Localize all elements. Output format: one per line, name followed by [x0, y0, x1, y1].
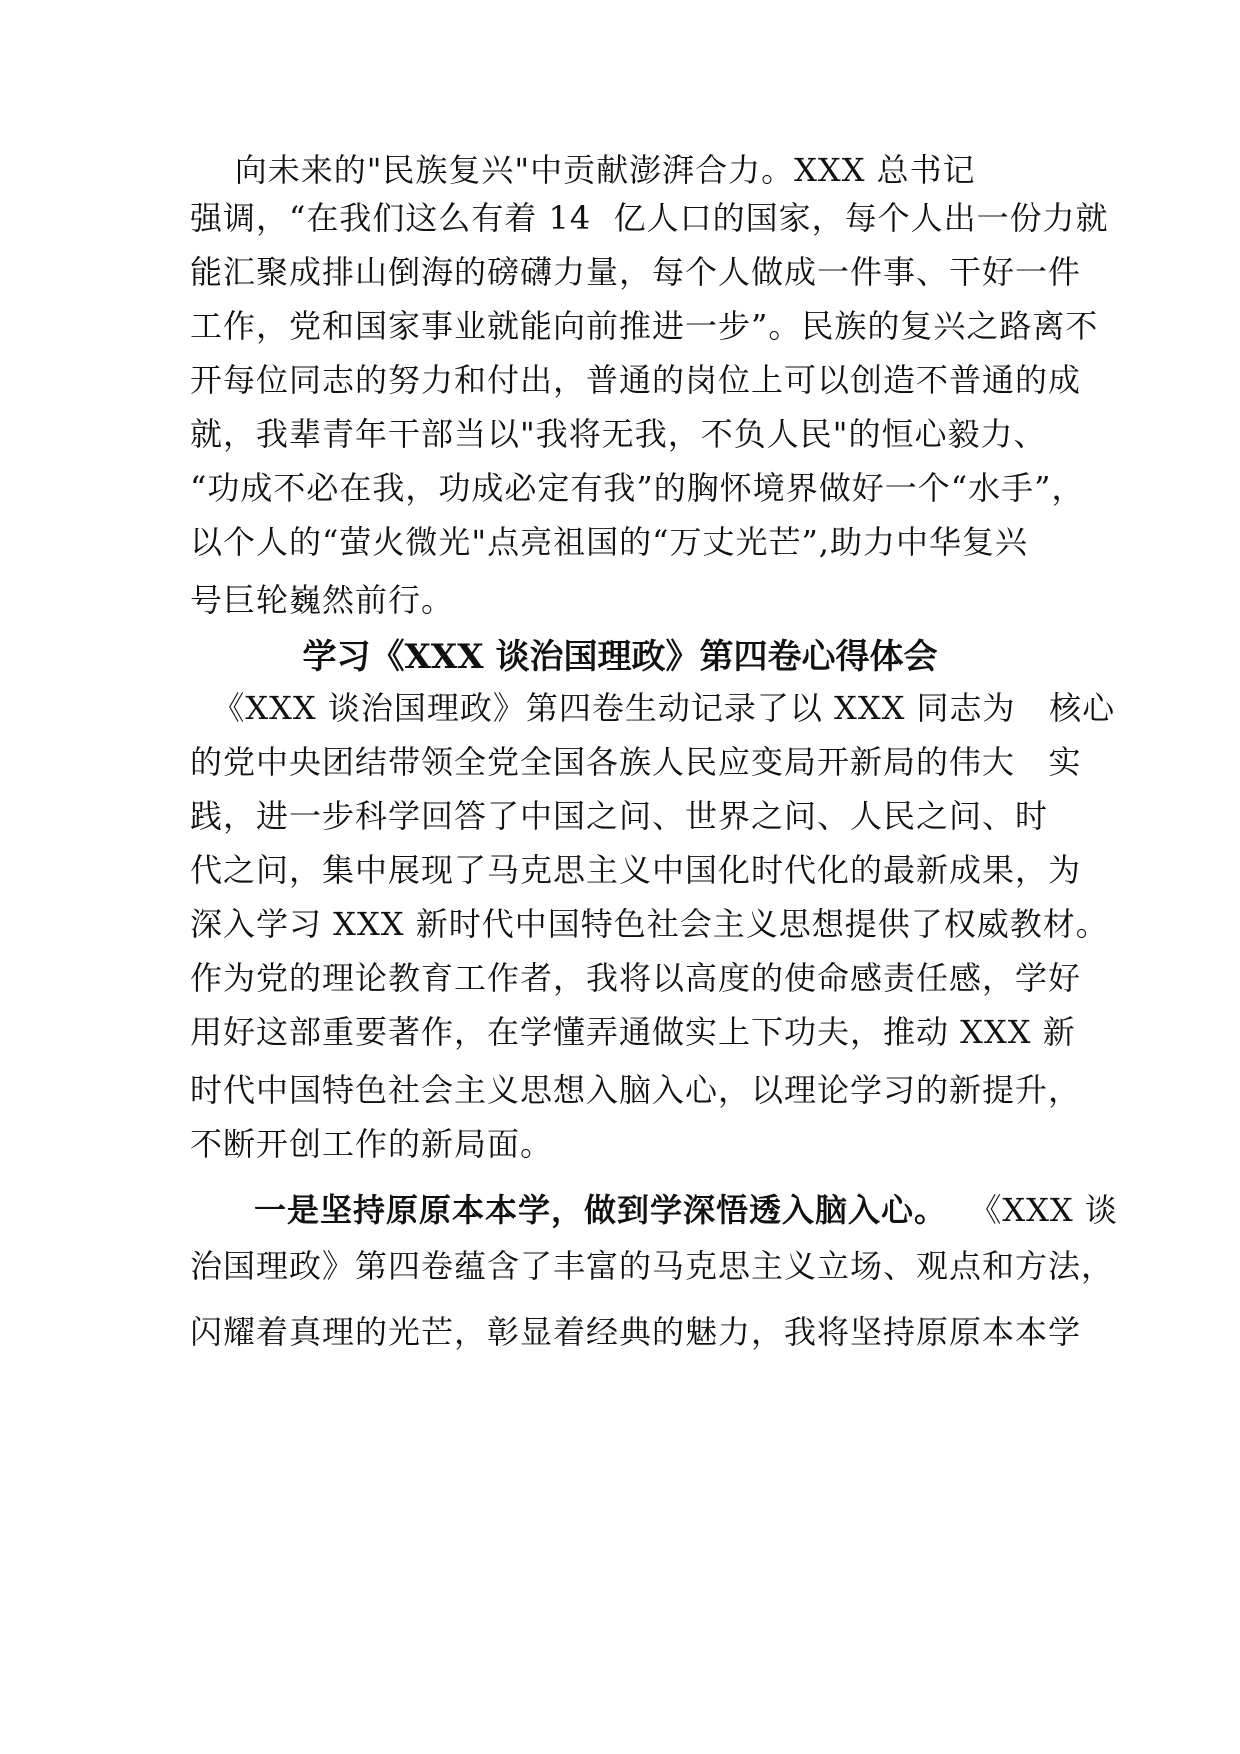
paragraph-line: 工作，党和国家事业就能向前推进一步”。民族的复兴之路离不: [190, 307, 1099, 345]
paragraph-line: 以个人的“萤火微光"点亮祖国的“万丈光芒”,助力中华复兴: [190, 523, 1028, 561]
paragraph-line: 治国理政》第四卷蕴含了丰富的马克思主义立场、观点和方法，: [190, 1247, 1115, 1285]
paragraph-line: 不断开创工作的新局面。: [190, 1125, 554, 1163]
paragraph-line: 号巨轮巍然前行。: [190, 581, 455, 619]
paragraph-line: “功成不必在我，功成必定有我”的胸怀境界做好一个“水手”，: [190, 469, 1085, 507]
paragraph-line: 代之问，集中展现了马克思主义中国化时代化的最新成果，为: [190, 851, 1082, 889]
lead-continuation: 《XXX 谈: [947, 1191, 1118, 1229]
paragraph-line: 践，进一步科学回答了中国之问、世界之问、人民之问、时: [190, 797, 1049, 835]
paragraph-line: 向未来的"民族复兴"中贡献澎湃合力。XXX 总书记: [190, 151, 976, 189]
paragraph-line: 开每位同志的努力和付出，普通的岗位上可以创造不普通的成: [190, 361, 1082, 399]
section-title: 学习《XXX 谈治国理政》第四卷心得体会: [302, 637, 938, 677]
paragraph-line: 时代中国特色社会主义思想入脑入心，以理论学习的新提升，: [190, 1071, 1082, 1109]
paragraph-line: 就，我辈青年干部当以"我将无我，不负人民"的恒心毅力、: [190, 415, 1047, 453]
paragraph-line: 作为党的理论教育工作者，我将以高度的使命感责任感，学好: [190, 959, 1082, 997]
paragraph-first-line: [254, 1190, 1118, 1230]
paragraph-line: 强调，“在我们这么有着 14 亿人口的国家，每个人出一份力就: [190, 199, 1109, 237]
paragraph-line: 用好这部重要著作，在学懂弄通做实上下功夫，推动 XXX 新: [190, 1013, 1076, 1051]
bold-lead-text: 一是坚持原原本本学，做到学深悟透入脑入心。: [254, 1191, 948, 1229]
paragraph-line: 能汇聚成排山倒海的磅礴力量，每个人做成一件事、干好一件: [190, 253, 1082, 291]
paragraph-line: 深入学习 XXX 新时代中国特色社会主义思想提供了权威教材。: [190, 905, 1109, 943]
paragraph-line: 的党中央团结带领全党全国各族人民应变局开新局的伟大 实: [190, 743, 1082, 781]
paragraph-line: 闪耀着真理的光芒，彰显着经典的魅力，我将坚持原原本本学: [190, 1313, 1082, 1351]
paragraph-line: 《XXX 谈治国理政》第四卷生动记录了以 XXX 同志为 核心: [190, 689, 1116, 727]
